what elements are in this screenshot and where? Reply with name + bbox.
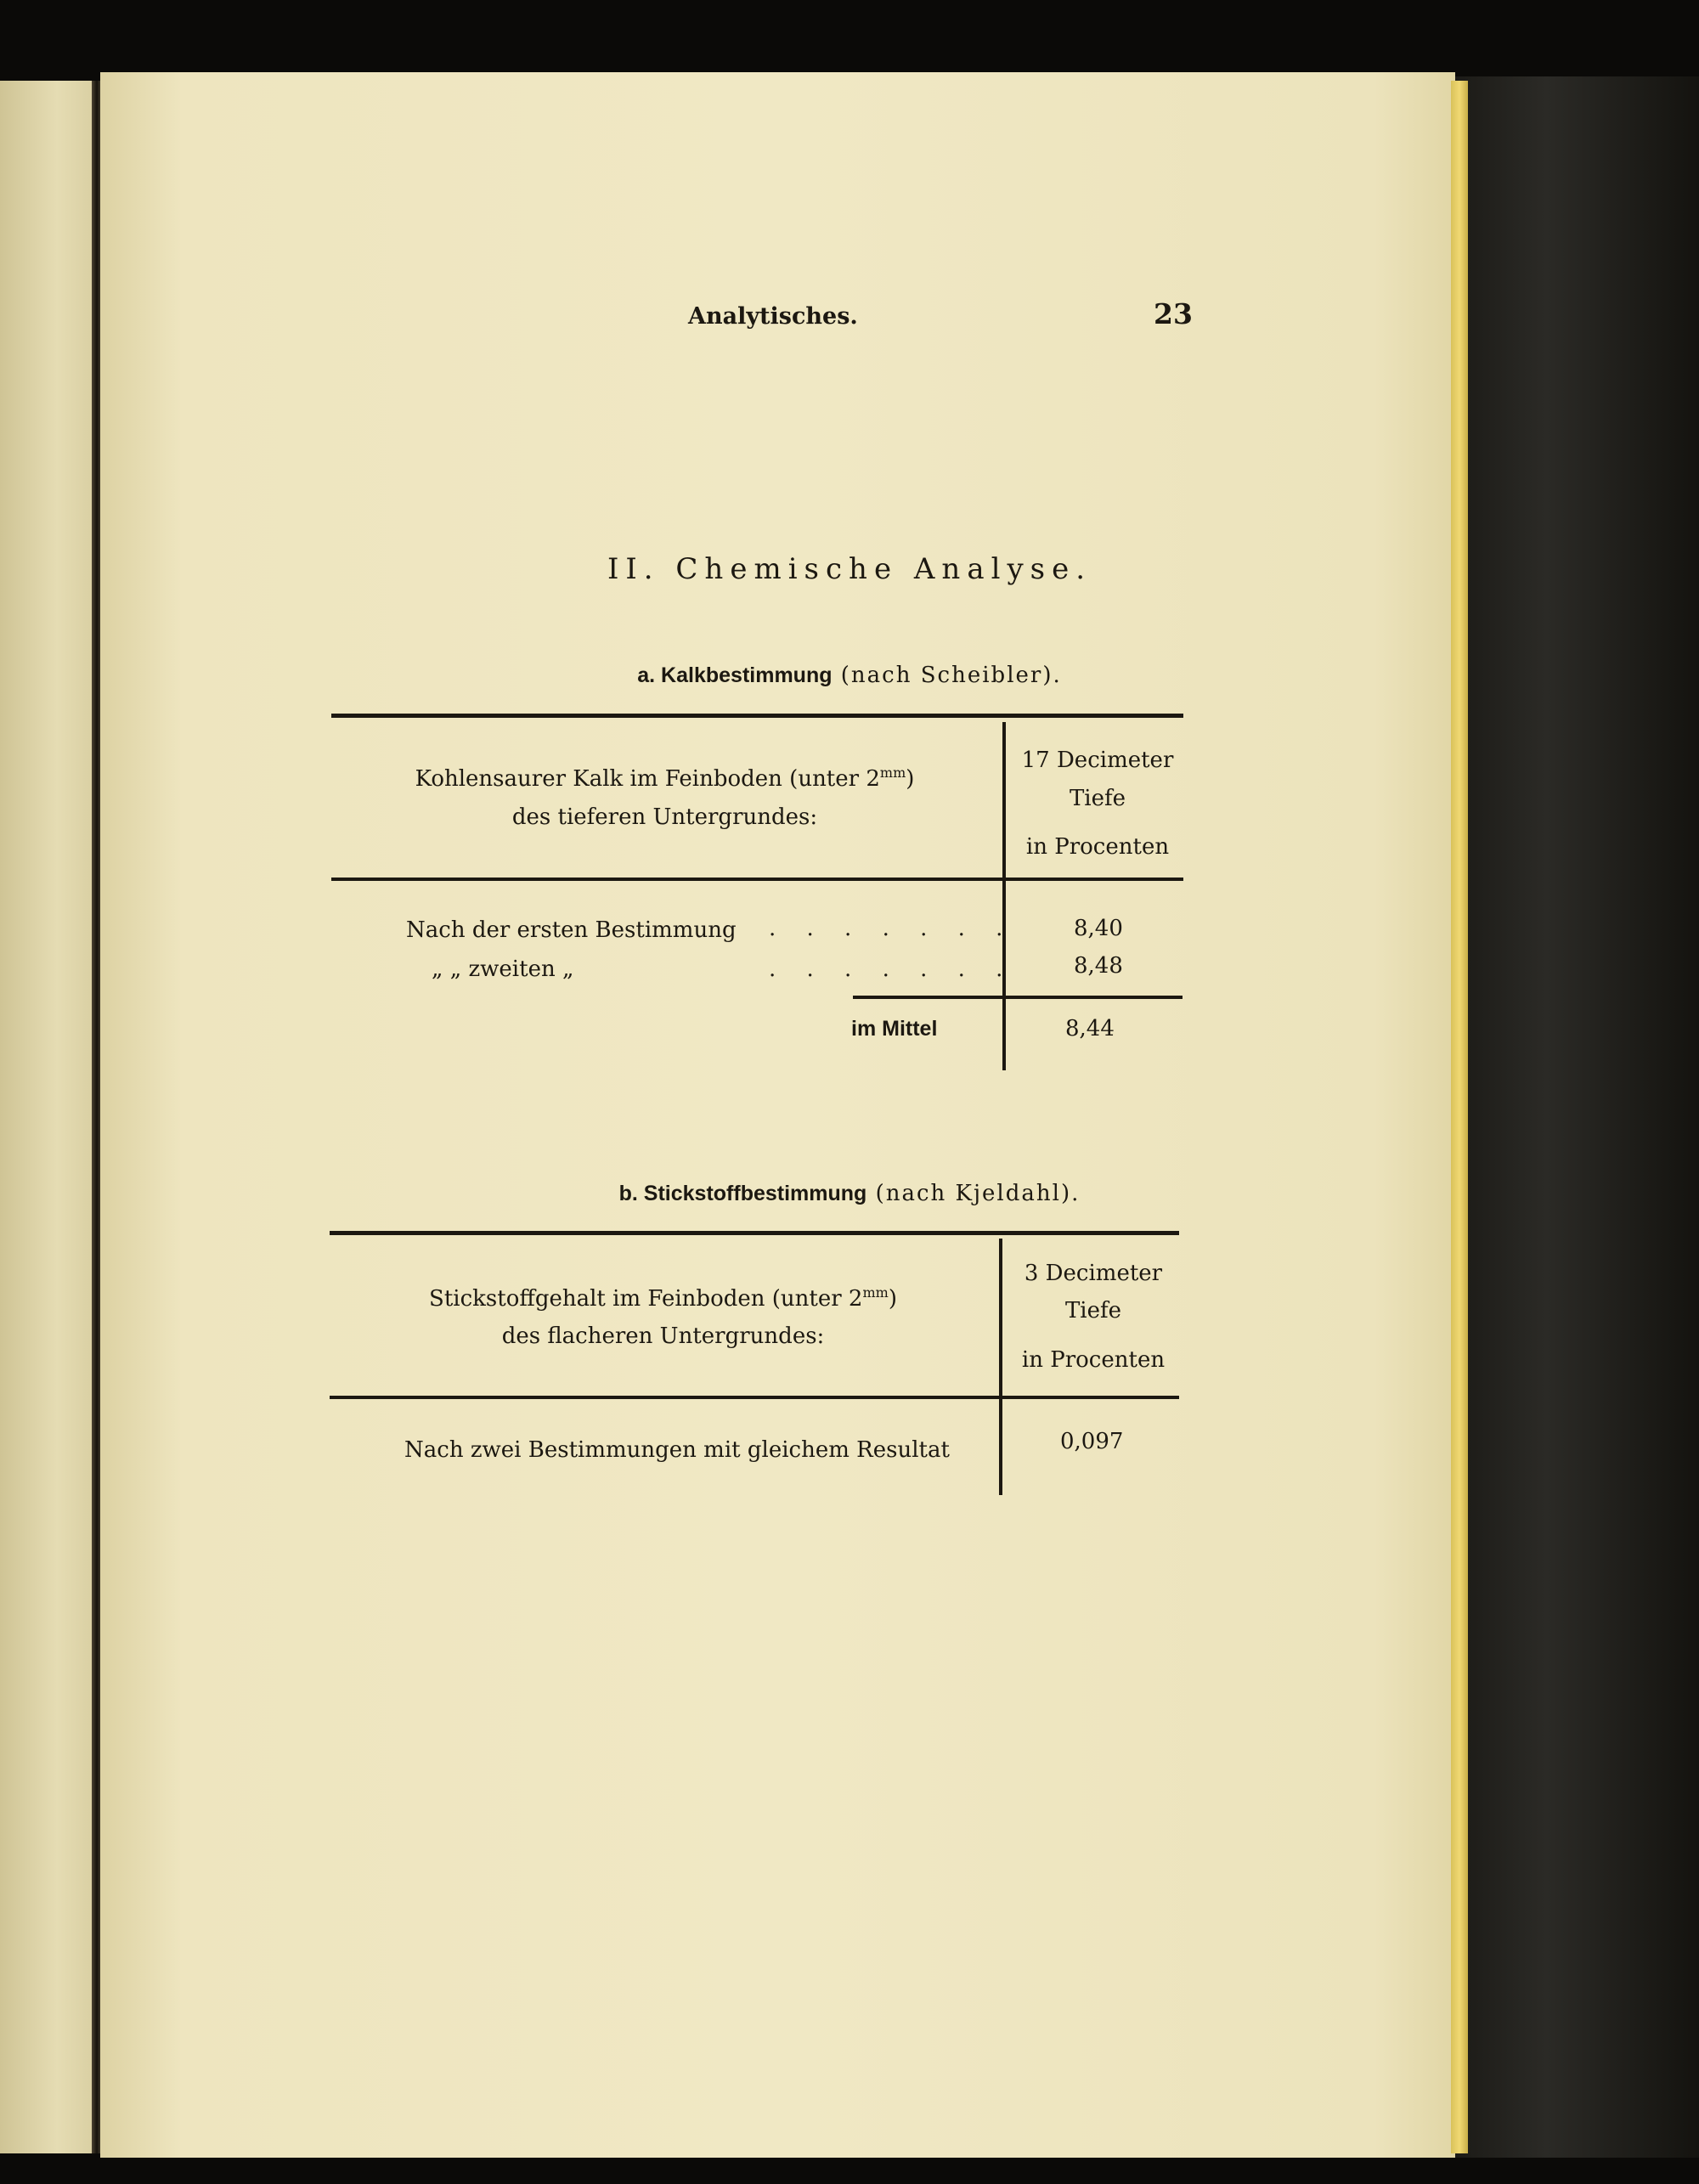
page-edge <box>1451 81 1468 2153</box>
table-a-sum-rule <box>853 996 1183 999</box>
table-a-row-2-value: 8,48 <box>1074 953 1123 979</box>
table-b-title-rest: (nach Kjeldahl). <box>866 1181 1081 1206</box>
running-head: Analytisches. <box>688 303 858 330</box>
gutter <box>92 81 100 2153</box>
table-a-header-line2: des tieferen Untergrundes: <box>511 804 818 830</box>
table-b-header-text: Stickstoffgehalt im Feinboden (unter 2 <box>429 1286 863 1312</box>
table-a-row-1-value: 8,40 <box>1074 916 1123 941</box>
table-a-mean-label: im Mittel <box>851 1017 938 1041</box>
table-b-col-head-1: 3 Decimeter <box>1024 1261 1163 1286</box>
table-b-title-bold: b. Stickstoffbestimmung <box>618 1182 867 1205</box>
table-a-title-rest: (nach Scheibler). <box>832 663 1062 688</box>
table-a-col-head-2: Tiefe <box>1069 786 1126 811</box>
table-a-header-line1 <box>331 765 998 792</box>
table-b-top-rule <box>330 1231 1179 1235</box>
table-a-header-text: Kohlensaurer Kalk im Feinboden (unter 2 <box>415 766 880 792</box>
page-number: 23 <box>1154 297 1193 330</box>
table-a-header-sup: mm <box>879 765 906 781</box>
page <box>100 72 1455 2158</box>
table-b-header-end: ) <box>888 1286 897 1312</box>
table-b-title <box>0 1181 1699 1206</box>
table-b-header-line2: des flacheren Untergrundes: <box>501 1323 825 1349</box>
table-a-title <box>0 663 1699 688</box>
table-b-column-rule <box>999 1239 1002 1495</box>
table-a-top-rule <box>331 714 1183 718</box>
table-b-head-rule <box>330 1396 1179 1399</box>
table-b-header-sup: mm <box>862 1284 889 1301</box>
table-a-row-1-label: Nach der ersten Bestimmung <box>406 917 737 943</box>
table-a-head-rule <box>331 878 1183 881</box>
book-cover <box>1444 76 1699 2158</box>
table-a-column-rule <box>1002 722 1006 1070</box>
table-b-col-head-3: in Procenten <box>1021 1347 1166 1373</box>
table-a-col-head-1: 17 Decimeter <box>1021 748 1174 773</box>
table-a-row-1-dots: . . . . . . . <box>769 916 1015 941</box>
table-a-mean-value: 8,44 <box>1065 1016 1115 1041</box>
section-title: II. Chemische Analyse. <box>607 552 1092 586</box>
table-a-row-2-label: „ „ zweiten „ <box>432 957 574 982</box>
table-a-row-2-dots: . . . . . . . <box>769 957 1015 982</box>
table-a-header-end: ) <box>906 766 915 792</box>
table-b-header-line1 <box>330 1284 996 1312</box>
table-a-title-bold: a. Kalkbestimmung <box>637 663 833 687</box>
table-b-row-label: Nach zwei Bestimmungen mit gleichem Resultat <box>404 1437 950 1463</box>
table-b-row-value: 0,097 <box>1060 1429 1124 1454</box>
table-a-col-head-3: in Procenten <box>1025 834 1170 860</box>
table-b-col-head-2: Tiefe <box>1064 1298 1122 1323</box>
left-page <box>0 81 95 2153</box>
